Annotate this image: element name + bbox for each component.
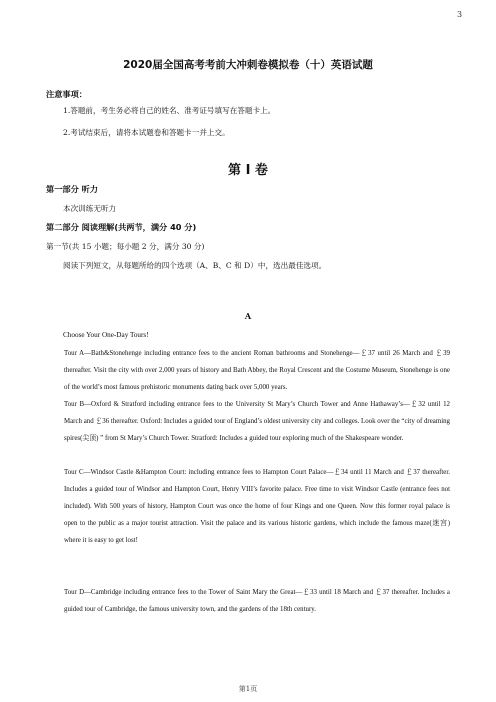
tour-d-paragraph	[46, 584, 450, 618]
tour-c-paragraph	[46, 464, 450, 549]
exam-title: 2020届全国高考考前大冲刺卷模拟卷（十）英语试题	[123, 59, 373, 71]
notice-item-2: 2.考试结束后，请将本试题卷和答题卡一并上交。	[63, 128, 230, 137]
notice-label: 注意事项：	[46, 89, 87, 99]
tour-b-paragraph	[46, 396, 450, 447]
tour-a-text: Tour A—Bath&Stonehenge including entrance fees to the ancient Roman bathrooms and Stonehenge—￡37 until 26 March and ￡39 thereafter. Visit the city with over 2,000 years of history and Bath Abbey, the Royal Crescent and the Costume Museum, Stonehenge is one of the world’s most famous prehistoric monuments dating back over 5,000 years.	[64, 350, 450, 392]
instruction: 阅读下列短文，从每题所给的四个选项（A、B、C 和 D）中，选出最佳选项。	[63, 261, 327, 270]
passage-label: A	[244, 311, 252, 321]
passage-title: Choose Your One-Day Tours!	[63, 331, 149, 339]
notice-item-1: 1.答题前，考生务必将自己的姓名、准考证号填写在答题卡上。	[63, 106, 276, 115]
part1-label: 第一部分 听力	[46, 184, 98, 194]
section1-heading: 第一节(共 15 小题；每小题 2 分，满分 30 分)	[46, 242, 205, 251]
tour-a-paragraph	[46, 345, 450, 396]
tour-b-text: Tour B—Oxford & Stratford including entrance fees to the University St Mary’s Church Tower and Anne Hathaway’s—￡32 until 12 March and ￡36 thereafter. Oxford: Includes a guided tour of England’s oldest university city and colleges. Look over the “city of dreaming spires(尖顶) ” from St Mary’s Church Tower. Stratford: Includes a guided tour exploring much of the Shakespeare wonder.	[64, 401, 450, 443]
section-title: 第 Ⅰ 卷	[228, 163, 268, 178]
page-marker: 3	[457, 10, 463, 19]
tour-c-text: Tour C—Windsor Castle &Hampton Court: including entrance fees to Hampton Court Palace—￡34 until 11 March and ￡37 thereafter. Includes a guided tour of Windsor and Hampton Court, Henry VIII’s favorite palace. Free time to visit Windsor Castle (entrance fees not included). With 500 years of history, Hampton Court was once the home of four Kings and one Queen. Now this former royal palace is open to the public as a major tourist attraction. Visit the palace and its various historic gardens, which include the famous maze(迷宫) where it is easy to get lost!	[64, 469, 450, 545]
part1-note: 本次训练无听力	[63, 204, 117, 213]
page-number: 第1页	[238, 685, 258, 693]
tour-d-text: Tour D—Cambridge including entrance fees to the Tower of Saint Mary the Great—￡33 until 18 March and ￡37 thereafter. Includes a guided tour of Cambridge, the famous university town, and the gardens of the 18th century.	[64, 589, 450, 614]
part2-label: 第二部分 阅读理解(共两节，满分 40 分)	[46, 222, 197, 232]
